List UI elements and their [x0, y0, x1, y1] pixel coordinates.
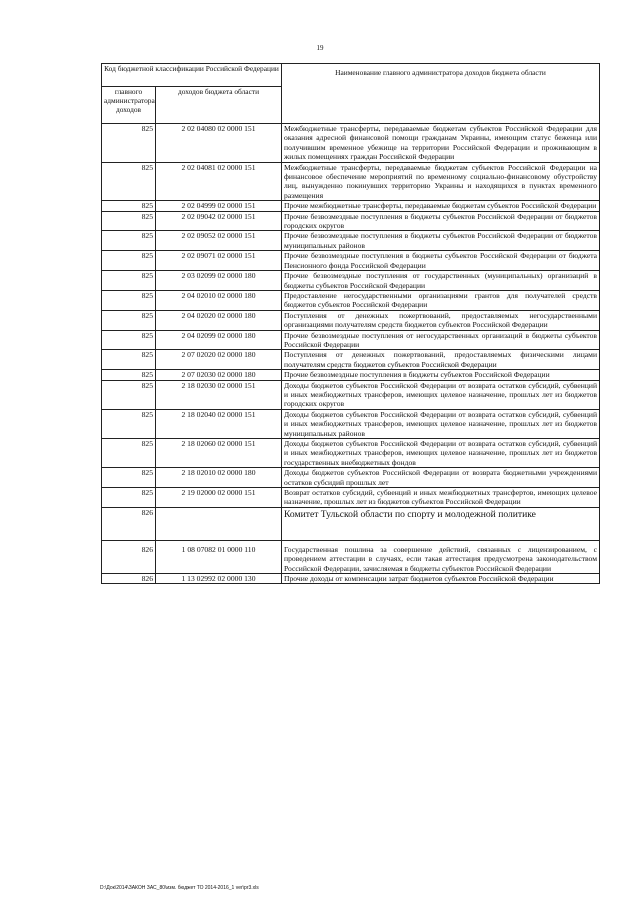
income-name: Доходы бюджетов субъектов Российской Федерации от возврата бюджетными учреждениями остатков субсидий прошлых лет: [282, 468, 600, 488]
income-name: Поступления от денежных пожертвований, предоставляемых негосударственными организациями получателям средств бюджетов субъектов Российской Федерации: [282, 310, 600, 330]
income-name: Прочие безвозмездные поступления в бюджеты субъектов Российской Федерации от бюджетов муниципальных районов: [282, 231, 600, 251]
income-code: 2 04 02099 02 0000 180: [156, 330, 282, 350]
income-name: Государственная пошлина за совершение действий, связанных с лицензированием, с проведением аттестации в случаях, если такая аттестация предусмотрена законодательством Российской Федерации, зачисляемая в бюджеты субъектов Российской Федерации: [282, 540, 600, 573]
admin-code: 825: [102, 231, 156, 251]
admin-code: 826: [102, 507, 156, 540]
table-row: [102, 350, 600, 370]
income-name: Прочие безвозмездные поступления от негосударственных организаций в бюджеты субъектов Российской Федерации: [282, 330, 600, 350]
table-row: [102, 201, 600, 211]
income-name: Поступления от денежных пожертвований, предоставляемых физическими лицами получателям средств бюджетов субъектов Российской Федерации: [282, 350, 600, 370]
admin-code: 826: [102, 540, 156, 573]
table-row: [102, 488, 600, 508]
admin-code: 825: [102, 124, 156, 163]
header-income: доходов бюджета области: [156, 87, 282, 124]
admin-code: 826: [102, 574, 156, 584]
admin-code: 825: [102, 271, 156, 291]
budget-classification-table: [101, 63, 600, 584]
income-code: 2 03 02099 02 0000 180: [156, 271, 282, 291]
income-code: 2 19 02000 02 0000 151: [156, 488, 282, 508]
income-code: 1 13 02992 02 0000 130: [156, 574, 282, 584]
admin-code: 825: [102, 330, 156, 350]
page-number: 19: [316, 44, 324, 52]
income-name: Возврат остатков субсидий, субвенций и иных межбюджетных трансфертов, имеющих целевое назначение, прошлых лет из бюджетов субъектов Российской Федерации: [282, 488, 600, 508]
income-code: 2 18 02010 02 0000 180: [156, 468, 282, 488]
admin-code: 825: [102, 439, 156, 468]
table-row: [102, 211, 600, 231]
admin-code: 825: [102, 370, 156, 380]
table-row: [102, 468, 600, 488]
income-name: Прочие безвозмездные поступления от государственных (муниципальных) организаций в бюджеты субъектов Российской Федерации: [282, 271, 600, 291]
admin-code: 825: [102, 290, 156, 310]
income-code: 2 07 02020 02 0000 180: [156, 350, 282, 370]
income-name: Прочие безвозмездные поступления в бюджеты субъектов Российской Федерации от бюджетов городских округов: [282, 211, 600, 231]
income-code: 2 02 04080 02 0000 151: [156, 124, 282, 163]
income-name: Прочие безвозмездные поступления в бюджеты субъектов Российской Федерации от бюджета Пенсионного фонда Российской Федерации: [282, 251, 600, 271]
header-admin: главного администратора доходов: [102, 87, 156, 124]
table-row: [102, 330, 600, 350]
admin-code: 825: [102, 310, 156, 330]
header-name: Наименование главного администратора доходов бюджета области: [282, 64, 600, 124]
income-code: [156, 507, 282, 540]
income-code: 2 04 02020 02 0000 180: [156, 310, 282, 330]
income-code: 2 02 04999 02 0000 151: [156, 201, 282, 211]
table-row: [102, 439, 600, 468]
admin-code: 825: [102, 468, 156, 488]
admin-code: 825: [102, 409, 156, 438]
income-code: 2 07 02030 02 0000 180: [156, 370, 282, 380]
admin-code: 825: [102, 350, 156, 370]
income-code: 2 04 02010 02 0000 180: [156, 290, 282, 310]
income-name: Межбюджетные трансферты, передаваемые бюджетам субъектов Российской Федерации для оказания адресной финансовой помощи гражданам Украины, имеющим статус беженца или получившим временное убежище на территории Российской Федерации и проживающим в жилых помещениях граждан Российской Федерации: [282, 124, 600, 163]
admin-code: 825: [102, 488, 156, 508]
table-row: [102, 409, 600, 438]
table-row: [102, 251, 600, 271]
table-row-section: [102, 507, 600, 540]
table-row: [102, 290, 600, 310]
admin-code: 825: [102, 201, 156, 211]
table-row: [102, 124, 600, 163]
income-code: 2 18 02060 02 0000 151: [156, 439, 282, 468]
table-row: [102, 271, 600, 291]
income-name: Прочие безвозмездные поступления в бюджеты субъектов Российской Федерации: [282, 370, 600, 380]
table-row: [102, 162, 600, 201]
income-name: Прочие доходы от компенсации затрат бюджетов субъектов Российской Федерации: [282, 574, 600, 584]
table-row: [102, 574, 600, 584]
income-code: 1 08 07082 01 0000 110: [156, 540, 282, 573]
table-row: [102, 231, 600, 251]
admin-code: 825: [102, 211, 156, 231]
table-row: [102, 540, 600, 573]
income-name: Доходы бюджетов субъектов Российской Федерации от возврата остатков субсидий, субвенций и иных межбюджетных трансферов, имеющих целевое назначение, прошлых лет из бюджетов государственных внебюджетных фондов: [282, 439, 600, 468]
income-code: 2 02 09042 02 0000 151: [156, 211, 282, 231]
admin-code: 825: [102, 251, 156, 271]
file-path-footer: D:\Док\2014\ЗАКОН ЗАС_80\изм. бюджет ТО 2014-2016_1 ver\pr3.xls: [100, 885, 259, 891]
income-name: Предоставление негосударственными организациями грантов для получателей средств бюджетов субъектов Российской Федерации: [282, 290, 600, 310]
admin-code: 825: [102, 162, 156, 201]
income-name: Доходы бюджетов субъектов Российской Федерации от возврата остатков субсидий, субвенций и иных межбюджетных трансферов, имеющих целевое назначение, прошлых лет из бюджетов городских округов: [282, 380, 600, 409]
table-row: [102, 370, 600, 380]
income-code: 2 18 02030 02 0000 151: [156, 380, 282, 409]
table-row: [102, 310, 600, 330]
income-name: Прочие межбюджетные трансферты, передаваемые бюджетам субъектов Российской Федерации: [282, 201, 600, 211]
header-kbk: Код бюджетной классификации Российской Федерации: [102, 64, 282, 87]
income-code: 2 02 09071 02 0000 151: [156, 251, 282, 271]
income-code: 2 02 09052 02 0000 151: [156, 231, 282, 251]
income-name: Доходы бюджетов субъектов Российской Федерации от возврата остатков субсидий, субвенций и иных межбюджетных трансферов, имеющих целевое назначение, прошлых лет из бюджетов муниципальных районов: [282, 409, 600, 438]
income-code: 2 02 04081 02 0000 151: [156, 162, 282, 201]
administrator-title: Комитет Тульской области по спорту и молодежной политике: [282, 507, 600, 540]
table-header-row: [102, 64, 600, 87]
income-name: Межбюджетные трансферты, передаваемые бюджетам субъектов Российской Федерации на финансовое обеспечение мероприятий по временному социально-финансовому обустройству лиц, вынужденно покинувших территорию Украины и находящихся в пунктах временного размещения: [282, 162, 600, 201]
table-row: [102, 380, 600, 409]
income-code: 2 18 02040 02 0000 151: [156, 409, 282, 438]
admin-code: 825: [102, 380, 156, 409]
